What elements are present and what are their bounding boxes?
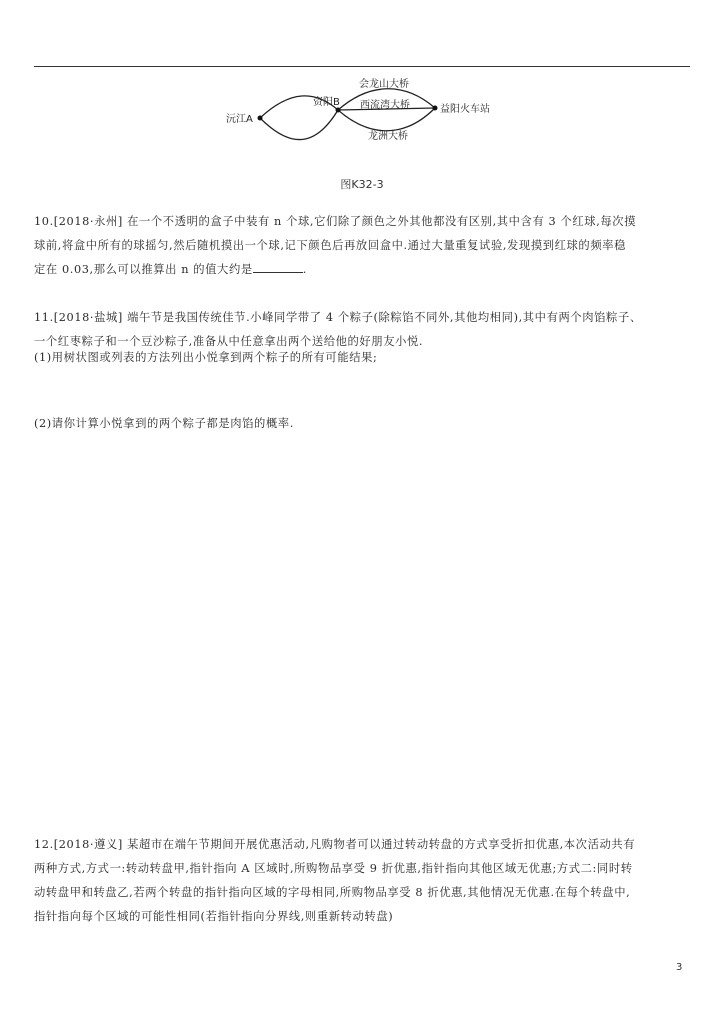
q10-line-1: 10.[2018·永州] 在一个不透明的盒子中装有 n 个球,它们除了颜色之外其他都没有区别,其中含有 3 个红球,每次摸 <box>34 215 637 228</box>
q12-line-3: 动转盘甲和转盘乙,若两个转盘的指针指向区域的字母相同,所购物品享受 8 折优惠,其他情况无优惠.在每个转盘中, <box>34 886 631 899</box>
q11-part1-text: (1)用树状图或列表的方法列出小悦拿到两个粽子的所有可能结果; <box>34 351 378 364</box>
q12-line-4: 指针指向每个区域的可能性相同(若指针指向分界线,则重新转动转盘) <box>34 910 394 923</box>
route-a-b-lower <box>260 110 338 140</box>
label-top-bridge: 会龙山大桥 <box>359 79 409 90</box>
label-point-b: 资阳B <box>313 97 340 108</box>
label-bottom-bridge: 龙洲大桥 <box>368 131 408 142</box>
label-station: 益阳火车站 <box>440 104 490 115</box>
q10-line-3-end: . <box>302 263 307 276</box>
label-middle-bridge: 西流湾大桥 <box>360 100 410 111</box>
answer-blank[interactable] <box>253 260 303 273</box>
q10-line-2: 球前,将盒中所有的球摇匀,然后随机摸出一个球,记下颜色后再放回盒中.通过大量重复试验,发现摸到红球的频率稳 <box>34 239 627 252</box>
q12-line-1: 12.[2018·遵义] 某超市在端午节期间开展优惠活动,凡购物者可以通过转动转盘的方式享受折扣优惠,本次活动共有 <box>34 838 636 851</box>
question-11-part-2 <box>34 412 690 436</box>
q12-line-2: 两种方式,方式一:转动转盘甲,指针指向 A 区域时,所购物品享受 9 折优惠,指针指向其他区域无优惠;方式二:同时转 <box>34 862 633 875</box>
point-a-dot <box>258 116 263 121</box>
label-point-a: 沅江A <box>226 114 253 125</box>
q10-line-3 <box>34 258 690 282</box>
question-10 <box>34 210 690 282</box>
q11-line-2: 一个红枣粽子和一个豆沙粽子,准备从中任意拿出两个送给他的好朋友小悦. <box>34 335 424 348</box>
figure-caption: 图K32-3 <box>340 178 384 191</box>
page-number: 3 <box>676 962 683 973</box>
question-11-part-1 <box>34 346 690 370</box>
q11-line-1: 11.[2018·盐城] 端午节是我国传统佳节.小峰同学带了 4 个粽子(除粽馅不同外,其他均相同),其中有两个肉馅粽子、 <box>34 311 642 324</box>
point-b-dot <box>336 108 341 113</box>
question-12 <box>34 833 690 929</box>
station-dot <box>433 106 438 111</box>
route-diagram <box>220 70 510 150</box>
q11-part2-text: (2)请你计算小悦拿到的两个粽子都是肉馅的概率. <box>34 417 294 430</box>
q10-line-3-text: 定在 0.03,那么可以推算出 n 的值大约是 <box>34 263 253 276</box>
header-rule <box>34 66 690 67</box>
route-b-station-bottom <box>338 108 435 131</box>
